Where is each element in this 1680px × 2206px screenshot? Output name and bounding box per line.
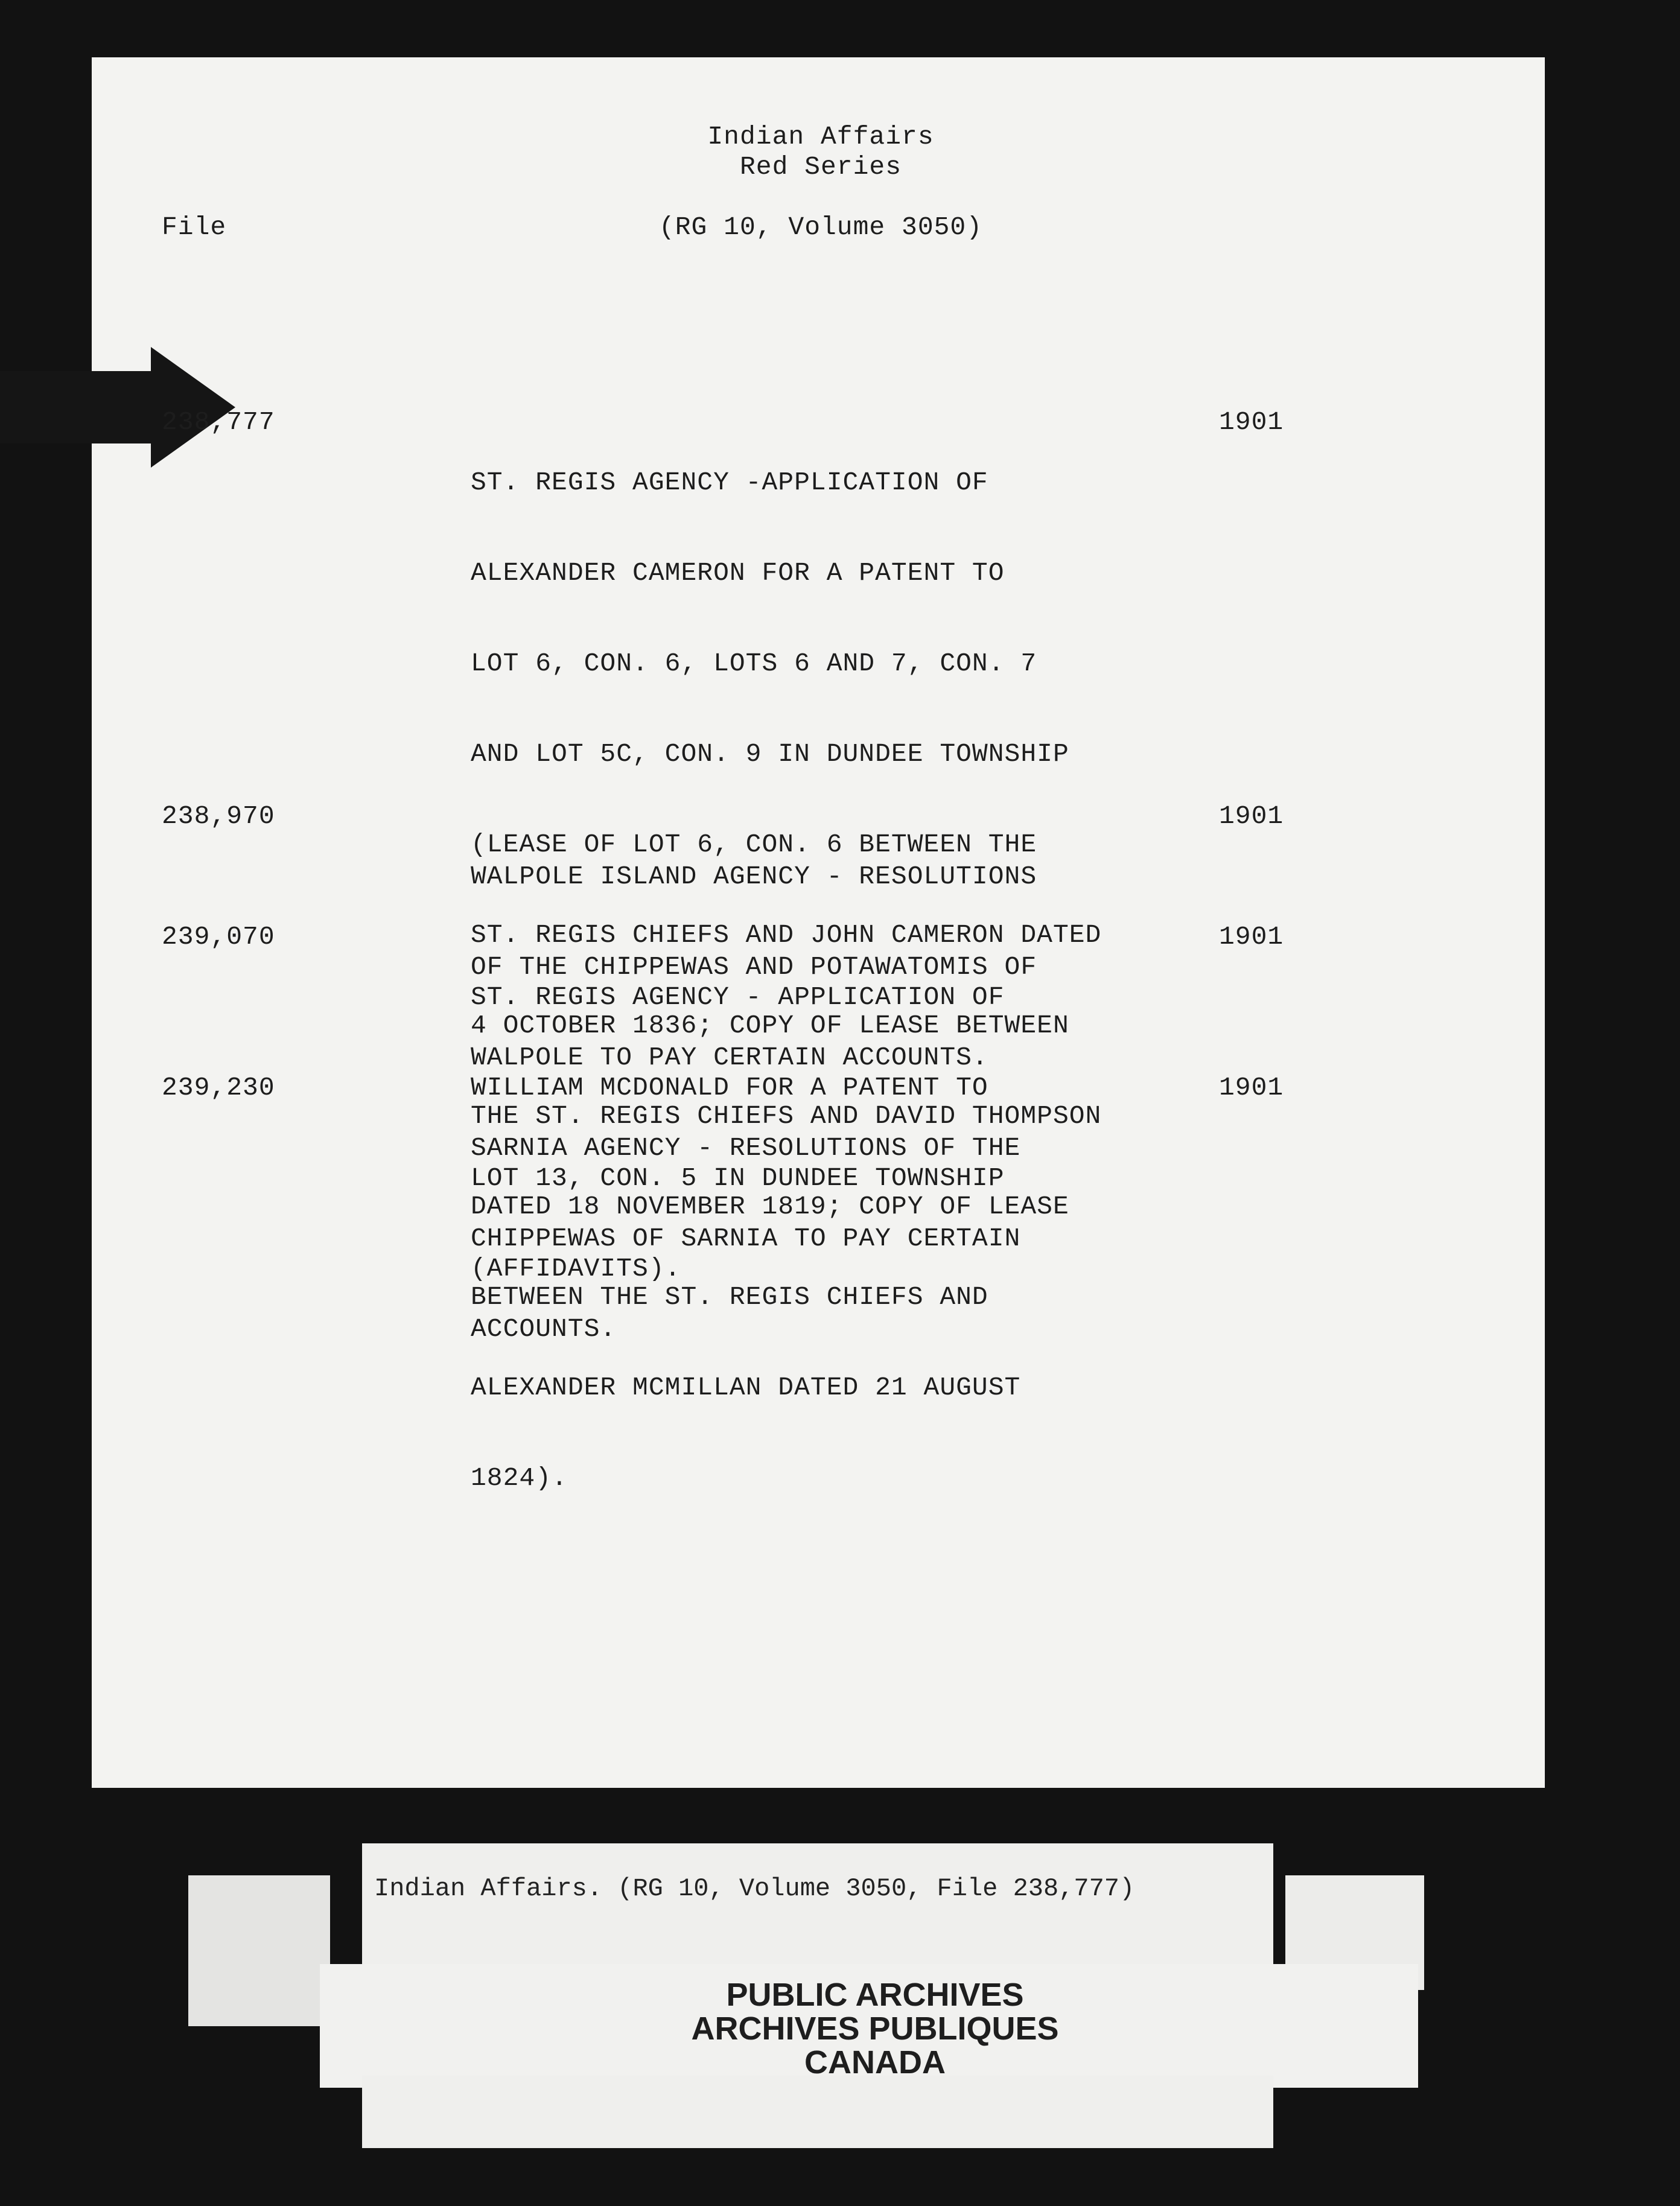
- description-line: DATED 18 NOVEMBER 1819; COPY OF LEASE: [471, 1192, 1069, 1221]
- file-column-label: File: [162, 212, 227, 242]
- document-subtitle: Red Series: [739, 152, 902, 182]
- description-line: THE ST. REGIS CHIEFS AND DAVID THOMPSON: [471, 1101, 1102, 1131]
- file-year: 1901: [1219, 922, 1284, 952]
- reference-label: Indian Affairs. (RG 10, Volume 3050, File 238,777): [374, 1874, 1135, 1903]
- stamp-line-country: CANADA: [804, 2044, 946, 2080]
- volume-reference: (RG 10, Volume 3050): [658, 212, 983, 242]
- description-line: ALEXANDER MCMILLAN DATED 21 AUGUST: [471, 1373, 1021, 1402]
- description-line: 4 OCTOBER 1836; COPY OF LEASE BETWEEN: [471, 1011, 1069, 1040]
- document-title: Indian Affairs: [707, 122, 934, 151]
- stamp-backing-bottom: [362, 2076, 1273, 2148]
- description-line: LOT 6, CON. 6, LOTS 6 AND 7, CON. 7: [471, 649, 1037, 678]
- description-line: (LEASE OF LOT 6, CON. 6 BETWEEN THE: [471, 830, 1037, 859]
- file-year: 1901: [1219, 801, 1284, 831]
- description-line: OF THE CHIPPEWAS AND POTAWATOMIS OF: [471, 952, 1037, 982]
- description-line: ACCOUNTS.: [471, 1314, 617, 1344]
- archives-stamp: [561, 1978, 1189, 2079]
- description-line: WALPOLE TO PAY CERTAIN ACCOUNTS.: [471, 1043, 988, 1072]
- file-year: 1901: [1219, 407, 1284, 437]
- file-number: 238,970: [162, 801, 275, 831]
- description-line: LOT 13, CON. 5 IN DUNDEE TOWNSHIP: [471, 1163, 1005, 1193]
- description-line: SARNIA AGENCY - RESOLUTIONS OF THE: [471, 1133, 1021, 1163]
- file-number: 239,070: [162, 922, 275, 952]
- file-number: 238,777: [162, 407, 275, 437]
- description-line: BETWEEN THE ST. REGIS CHIEFS AND: [471, 1282, 988, 1312]
- description-line: ALEXANDER CAMERON FOR A PATENT TO: [471, 558, 1005, 588]
- file-number: 239,230: [162, 1073, 275, 1102]
- reference-label-strip: [362, 1843, 1273, 1970]
- description-line: WILLIAM MCDONALD FOR A PATENT TO: [471, 1073, 988, 1102]
- stamp-backing-left: [188, 1875, 330, 2026]
- description-line: CHIPPEWAS OF SARNIA TO PAY CERTAIN: [471, 1224, 1021, 1253]
- description-line: ST. REGIS CHIEFS AND JOHN CAMERON DATED: [471, 920, 1102, 950]
- description-line: 1824).: [471, 1463, 568, 1493]
- description-line: (AFFIDAVITS).: [471, 1254, 681, 1283]
- stamp-line-french: ARCHIVES PUBLIQUES: [691, 2011, 1059, 2047]
- file-description: [471, 1073, 1231, 1375]
- file-year: 1901: [1219, 1073, 1284, 1102]
- description-line: ST. REGIS AGENCY -APPLICATION OF: [471, 468, 988, 497]
- description-line: AND LOT 5C, CON. 9 IN DUNDEE TOWNSHIP: [471, 739, 1069, 769]
- description-line: ST. REGIS AGENCY - APPLICATION OF: [471, 982, 1005, 1012]
- stamp-line-english: PUBLIC ARCHIVES: [726, 1977, 1024, 2013]
- description-line: WALPOLE ISLAND AGENCY - RESOLUTIONS: [471, 862, 1037, 891]
